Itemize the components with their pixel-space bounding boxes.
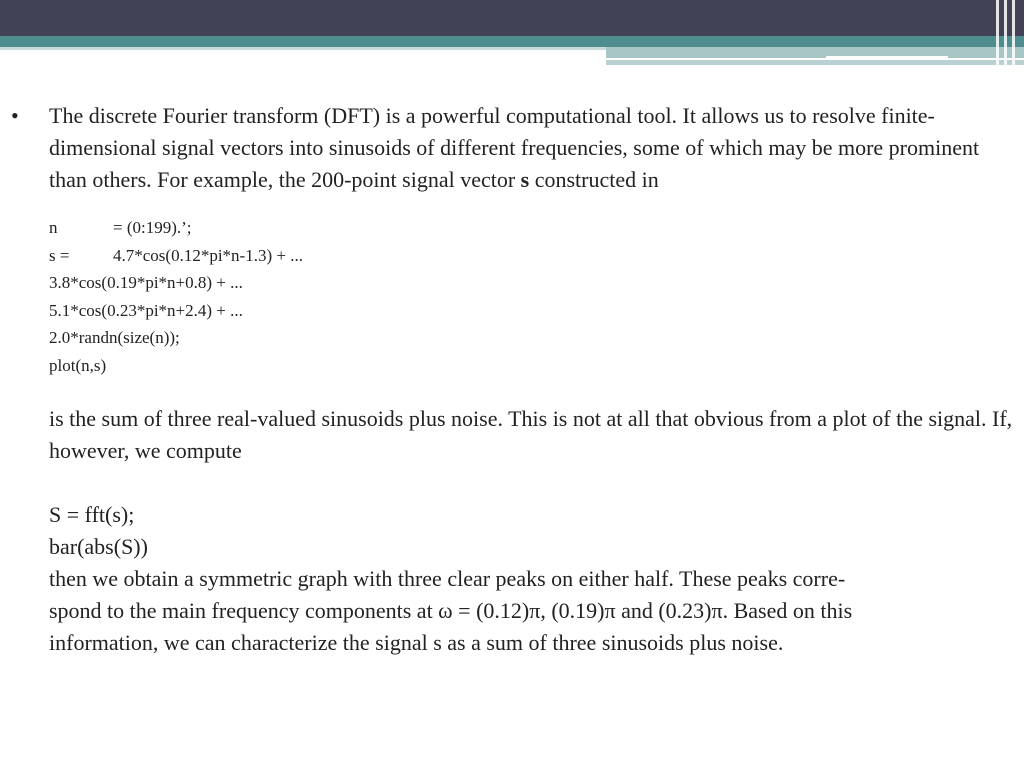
header-light-band-right — [606, 47, 1024, 58]
code-line — [49, 352, 1014, 380]
code-line — [49, 324, 1014, 352]
signal-symbol: s — [520, 167, 530, 192]
header-thin-band — [606, 60, 1024, 65]
code-label: s = — [49, 245, 70, 265]
spacer — [49, 467, 1014, 499]
code-line — [49, 214, 1014, 242]
closing-line-3: information, we can characterize the signal s as a sum of three sinusoids plus noise. — [49, 630, 784, 655]
code-line — [49, 269, 1014, 297]
bullet-point: • — [11, 103, 19, 128]
code-text: 5.1*cos(0.23*pi*n+2.4) + ... — [49, 300, 243, 320]
code-label: n — [49, 218, 58, 237]
intro-end-text: constructed in — [529, 167, 659, 192]
header-stripe — [1004, 0, 1007, 68]
header-stripe — [1012, 0, 1015, 68]
intro-text: The discrete Fourier transform (DFT) is a powerful computational tool. It allows us to resolve finite-dimensional signal vectors into sinusoids of different frequencies, some of which may be more prominent than others. For example, the 200-point signal vector — [49, 103, 980, 192]
closing-line-1: then we obtain a symmetric graph with three clear peaks on either half. These peaks corre- — [49, 566, 846, 591]
header-white-line — [826, 56, 948, 58]
header-light-band-left — [0, 47, 606, 50]
code-text: 2.0*randn(size(n)); — [49, 328, 180, 347]
middle-paragraph: is the sum of three real-valued sinusoids plus noise. This is not at all that obvious from a plot of the signal. If, however, we compute — [49, 406, 1013, 463]
code-text: = (0:199).’; — [113, 218, 192, 237]
code-text: plot(n,s) — [49, 355, 107, 375]
code-block — [49, 214, 1014, 379]
code-text: 4.7*cos(0.12*pi*n-1.3) + ... — [113, 245, 303, 265]
closing-line-2: spond to the main frequency components at ω = (0.12)π, (0.19)π and (0.23)π. Based on this — [49, 598, 853, 623]
header-stripe — [996, 0, 999, 68]
fft-command: S = fft(s); — [49, 502, 135, 527]
slide-body — [11, 100, 1014, 659]
code-text: 3.8*cos(0.19*pi*n+0.8) + ... — [49, 273, 243, 292]
header-dark-band — [0, 0, 1024, 36]
code-line — [49, 297, 1014, 325]
header-teal-band — [0, 36, 1024, 47]
intro-paragraph — [49, 100, 1014, 196]
bar-command: bar(abs(S)) — [49, 534, 148, 559]
code-line — [49, 242, 1014, 270]
